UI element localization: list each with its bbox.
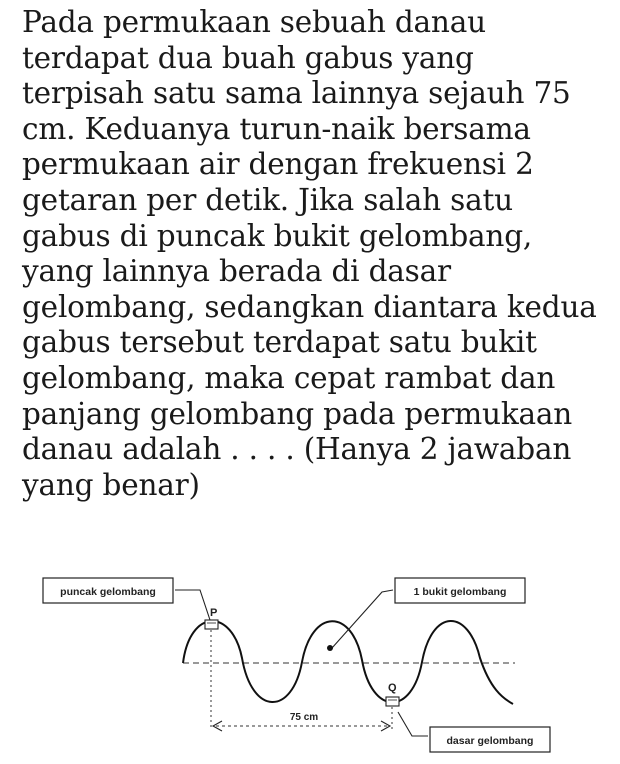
question-line: panjang gelombang pada permukaan (22, 396, 573, 431)
question-line: terdapat dua buah gabus yang (22, 40, 474, 75)
cork-q (386, 697, 399, 706)
question-text (22, 5, 618, 503)
one-crest-leader (332, 590, 393, 648)
distance-label: 75 cm (289, 712, 319, 723)
crest-leader (175, 590, 210, 620)
trough-label-box (430, 727, 550, 752)
one-crest-label-box (395, 578, 525, 603)
crest-label: puncak gelombang (60, 586, 156, 598)
trough-label: dasar gelombang (446, 735, 534, 747)
question-line: gelombang, sedangkan diantara kedua (22, 289, 597, 324)
question-line: cm. Keduanya turun-naik bersama (22, 111, 531, 146)
question-line: danau adalah . . . . (Hanya 2 jawaban (22, 432, 572, 467)
one-crest-dot (327, 645, 333, 651)
question-line: gabus di puncak bukit gelombang, (22, 218, 533, 253)
question-line: yang lainnya berada di dasar (22, 254, 451, 289)
question-line: Pada permukaan sebuah danau (22, 5, 486, 39)
crest-label-box (43, 578, 173, 603)
question-line: getaran per detik. Jika salah satu (22, 182, 513, 217)
question-line: terpisah satu sama lainnya sejauh 75 (22, 76, 571, 111)
point-p-label: P (210, 607, 218, 619)
one-crest-label: 1 bukit gelombang (413, 586, 507, 598)
question-line: permukaan air dengan frekuensi 2 (22, 147, 534, 182)
question-line: yang benar) (22, 467, 200, 502)
trough-leader (398, 712, 428, 736)
cork-p (205, 620, 218, 629)
question-line: gabus tersebut terdapat satu bukit (22, 325, 537, 360)
question-line: gelombang, maka cepat rambat dan (22, 360, 556, 395)
wave-diagram (0, 570, 620, 764)
point-q-label: Q (388, 682, 397, 694)
